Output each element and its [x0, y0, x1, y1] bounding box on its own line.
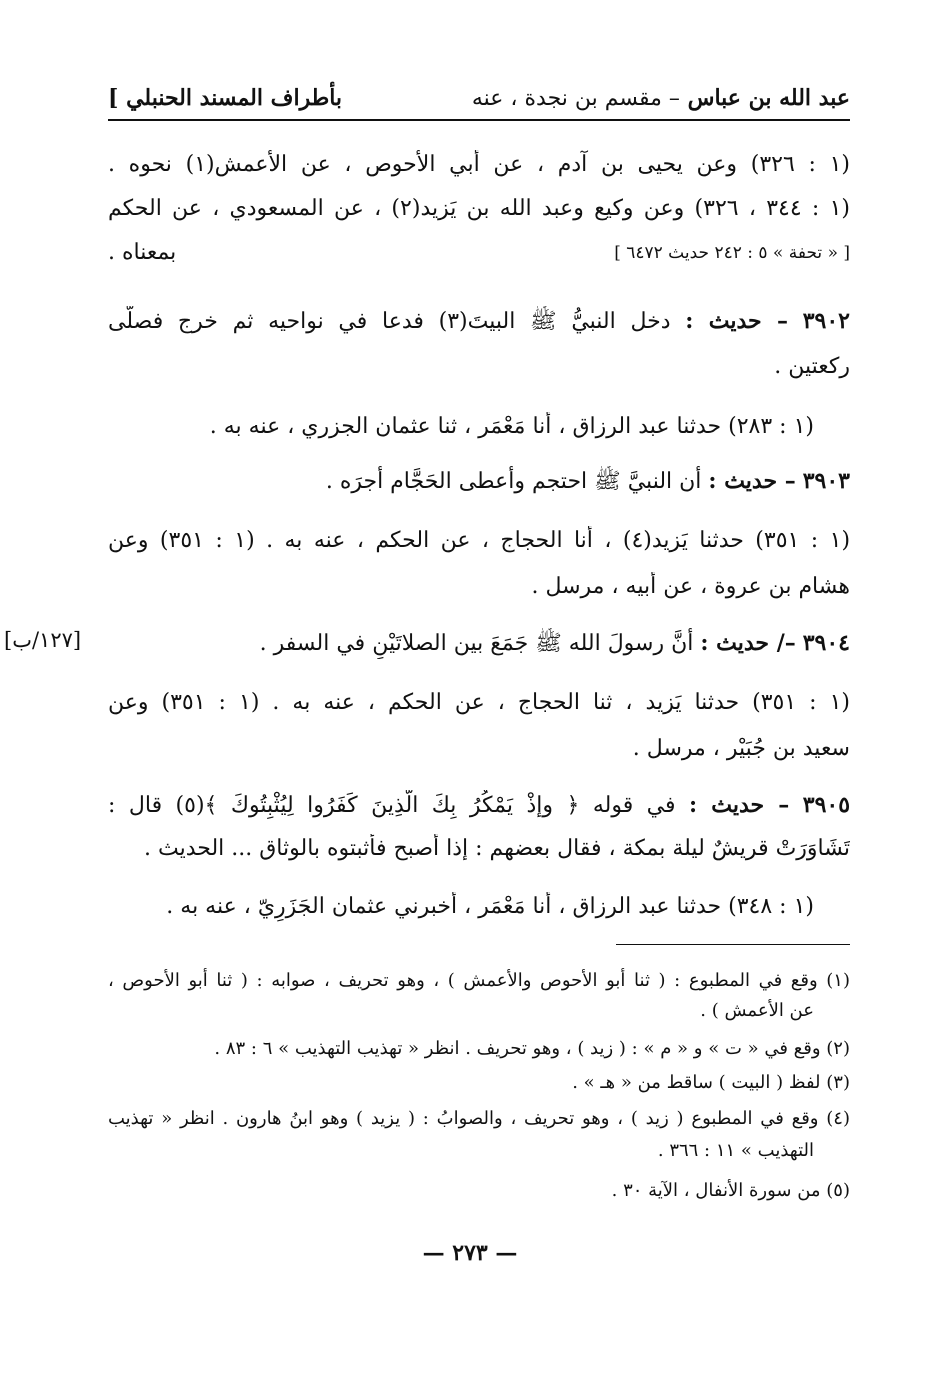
header-section — [472, 85, 850, 111]
footnote-1: (١) وقع في المطبوع : ( ثنا أبو الأحوص والأعمش ) ، وهو تحريف ، صوابه : ( ثنا أبو الأحوص ، — [108, 970, 850, 991]
hadith-text: في قوله ﴿ وإذْ يَمْكُرُ بِكَ الَّذِينَ كَفَرُوا لِيُثْبِتُوكَ ﴾(٥) قال : — [108, 793, 676, 818]
hadith-number: ٣٩٠٣ — [802, 468, 850, 494]
tuhfa-reference: [ « تحفة » ٥ : ٢٤٢ حديث ٦٤٧٢ ] — [614, 243, 850, 263]
hadith-label: –/ حديث : — [700, 630, 796, 656]
hadith-label: – حديث : — [689, 792, 790, 818]
hadith-3902-line-1 — [108, 306, 850, 337]
hadith-3902-line-2: ركعتين . — [774, 354, 850, 379]
hadith-3905-source: (١ : ٣٤٨) حدثنا عبد الرزاق ، أنا مَعْمَر ، أخبرني عثمان الجَزَرِيّ ، عنه به . — [166, 894, 814, 919]
hadith-3904-line — [108, 628, 850, 659]
hadith-label: – حديث : — [685, 308, 789, 334]
header-rule — [108, 119, 850, 121]
hadith-3905-line-2: تَشَاوَرَتْ قريشٌ ليلة بمكة ، فقال بعضهم : إذا أصبح فأثبتوه بالوثاق ... الحديث . — [143, 836, 850, 861]
hadith-3904-source-2: سعيد بن جُبَيْر ، مرسل . — [632, 736, 850, 761]
footnote-5: (٥) من سورة الأنفال ، الآية ٣٠ . — [611, 1180, 850, 1201]
hadith-3903-source-1: (١ : ٣٥١) حدثنا يَزيد(٤) ، أنا الحجاج ، عن الحكم ، عنه به . (١ : ٣٥١) وعن — [108, 528, 850, 553]
manuscript-folio-marker: [١٢٧/ب] — [4, 628, 82, 652]
hadith-text: أن النبيَّ ﷺ احتجم وأعطى الحَجَّام أجرَه . — [325, 469, 702, 494]
hadith-number: ٣٩٠٢ — [802, 308, 850, 334]
hadith-number: ٣٩٠٤ — [802, 630, 850, 656]
footnote-4-continued: التهذيب » ١١ : ٣٦٦ . — [657, 1140, 814, 1161]
footnote-1-continued: عن الأعمش ) . — [700, 1000, 814, 1021]
text-line-with-reference — [108, 238, 850, 268]
running-header — [108, 80, 850, 116]
hadith-3905-line-1 — [108, 790, 850, 821]
page-number: — ٢٧٣ — — [422, 1240, 518, 1266]
text-line: (١ : ٣٢٦) وعن يحيى بن آدم ، عن أبي الأحوص ، عن الأعمش(١) نحوه . — [108, 152, 850, 177]
header-book-title: بأطراف المسند الحنبلي ] — [108, 85, 343, 111]
hadith-3903-line — [108, 466, 850, 497]
footnote-2: (٢) وقع في « ت » و « م » : ( زيد ) ، وهو تحريف . انظر « تهذيب التهذيب » ٦ : ٨٣ . — [214, 1038, 850, 1059]
footnote-4: (٤) وقع في المطبوع ( زيد ) ، وهو تحريف ، والصوابُ : ( يزيد ) وهو ابنُ هارون . انظر « تهذيب — [108, 1108, 850, 1129]
hadith-3903-source-2: هشام بن عروة ، عن أبيه ، مرسل . — [531, 574, 850, 599]
text-fragment: بمعناه . — [108, 240, 177, 265]
hadith-text: دخل النبيُّ ﷺ البيتَ(٣) فدعا في نواحيه ثم خرج فصلّى — [108, 309, 671, 334]
hadith-text: أنَّ رسولَ الله ﷺ جَمَعَ بين الصلاتَيْنِ في السفر . — [259, 631, 694, 656]
footnote-3: (٣) لفظ ( البيت ) ساقط من « هـ » . — [572, 1072, 850, 1093]
footnote-separator — [616, 944, 850, 945]
hadith-number: ٣٩٠٥ — [802, 792, 850, 818]
hadith-label: – حديث : — [708, 468, 796, 494]
header-companion-name: عبد الله بن عباس — [687, 85, 850, 111]
header-narrator: – مقسم بن نجدة ، عنه — [471, 86, 680, 111]
hadith-3902-source: (١ : ٢٨٣) حدثنا عبد الرزاق ، أنا مَعْمَر ، ثنا عثمان الجزري ، عنه به . — [209, 414, 814, 439]
text-line: (١ : ٣٤٤ ، ٣٢٦) وعن وكيع وعبد الله بن يَزيد(٢) ، عن المسعودي ، عن الحكم — [108, 196, 850, 221]
hadith-3904-source-1: (١ : ٣٥١) حدثنا يَزيد ، ثنا الحجاج ، عن الحكم ، عنه به . (١ : ٣٥١) وعن — [108, 690, 850, 715]
